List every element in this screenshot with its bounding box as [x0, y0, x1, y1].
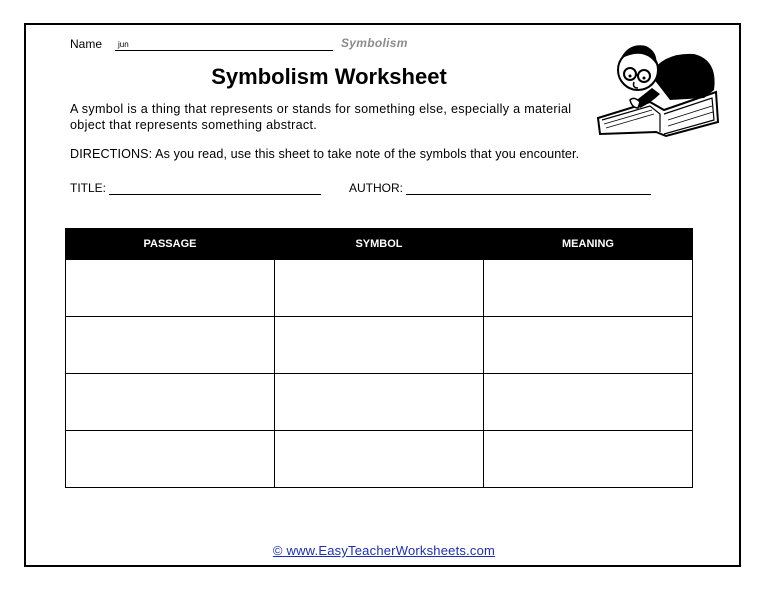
table-cell[interactable] — [66, 317, 275, 374]
name-field[interactable] — [115, 36, 333, 51]
author-input-line[interactable] — [406, 182, 651, 195]
symbol-table — [65, 228, 693, 488]
author-label: AUTHOR: — [349, 181, 403, 195]
table-cell[interactable] — [66, 374, 275, 431]
table-header-row — [66, 229, 693, 260]
author-field — [349, 181, 651, 195]
table-cell[interactable] — [275, 317, 484, 374]
table-cell[interactable] — [484, 260, 693, 317]
table-cell[interactable] — [484, 431, 693, 488]
header-subject: Symbolism — [341, 36, 408, 50]
title-field — [70, 181, 321, 195]
definition-text: A symbol is a thing that represents or stands for something else, especially a material object that represents something abstract. — [70, 102, 572, 132]
table-row — [66, 374, 693, 431]
table-row — [66, 317, 693, 374]
reading-man-illustration-icon — [594, 36, 722, 140]
table-cell[interactable] — [66, 431, 275, 488]
column-header: SYMBOL — [275, 229, 484, 260]
table-row — [66, 431, 693, 488]
table-cell[interactable] — [275, 431, 484, 488]
table-cell[interactable] — [275, 374, 484, 431]
title-input-line[interactable] — [109, 182, 321, 195]
footer-copyright-link[interactable]: © www.EasyTeacherWorksheets.com — [272, 543, 496, 558]
page-title: Symbolism Worksheet — [211, 64, 447, 89]
column-header: PASSAGE — [66, 229, 275, 260]
column-header: MEANING — [484, 229, 693, 260]
table-cell[interactable] — [484, 374, 693, 431]
name-value: jun — [118, 40, 129, 49]
table-cell[interactable] — [275, 260, 484, 317]
directions-text: DIRECTIONS: As you read, use this sheet to take note of the symbols that you encounter. — [70, 147, 580, 161]
table-row — [66, 260, 693, 317]
table-cell[interactable] — [66, 260, 275, 317]
title-label: TITLE: — [70, 181, 107, 195]
table-cell[interactable] — [484, 317, 693, 374]
name-label: Name — [70, 37, 103, 51]
